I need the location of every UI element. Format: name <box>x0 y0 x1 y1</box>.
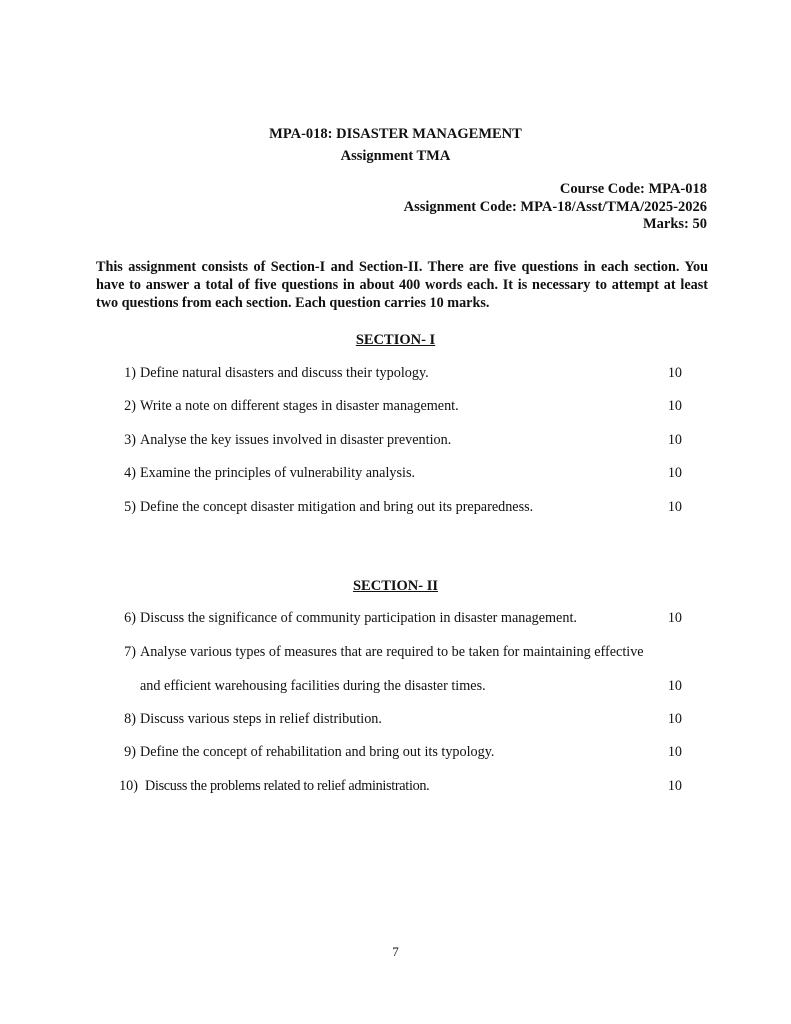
question-item <box>0 610 791 630</box>
question-number: 7) <box>124 644 136 660</box>
question-text: Define the concept disaster mitigation and bring out its preparedness. <box>140 499 534 515</box>
question-item <box>0 432 791 452</box>
question-item-continuation <box>0 678 791 698</box>
question-text: Analyse various types of measures that are required to be taken for maintaining effective <box>140 644 644 660</box>
question-number: 1) <box>124 365 136 381</box>
total-marks: Marks: 50 <box>642 216 707 232</box>
question-marks: 10 <box>667 432 682 448</box>
question-marks: 10 <box>667 465 682 481</box>
question-marks: 10 <box>667 678 682 694</box>
assignment-code: Assignment Code: MPA-18/Asst/TMA/2025-2026 <box>403 199 707 215</box>
question-text: Discuss the significance of community participation in disaster management. <box>140 610 577 626</box>
question-marks: 10 <box>667 365 682 381</box>
question-number: 8) <box>124 711 136 727</box>
question-item <box>0 744 791 764</box>
question-text: Examine the principles of vulnerability analysis. <box>140 465 416 481</box>
question-item <box>0 644 791 664</box>
question-marks: 10 <box>667 744 682 760</box>
question-number: 10) <box>119 778 138 794</box>
question-item <box>0 465 791 485</box>
course-code: Course Code: MPA-018 <box>559 181 707 197</box>
document-subtitle: Assignment TMA <box>340 148 451 164</box>
page-number: 7 <box>392 944 399 959</box>
document-title: MPA-018: DISASTER MANAGEMENT <box>269 126 522 142</box>
question-item <box>0 499 791 519</box>
question-item <box>0 778 791 798</box>
question-item <box>0 398 791 418</box>
question-marks: 10 <box>667 711 682 727</box>
question-marks: 10 <box>667 778 682 794</box>
question-number: 2) <box>124 398 136 414</box>
question-text-continuation: and efficient warehousing facilities during the disaster times. <box>140 678 486 694</box>
question-text: Write a note on different stages in disaster management. <box>140 398 459 414</box>
question-number: 5) <box>124 499 136 515</box>
question-number: 3) <box>124 432 136 448</box>
question-text: Analyse the key issues involved in disaster prevention. <box>140 432 452 448</box>
question-item <box>0 711 791 731</box>
question-number: 6) <box>124 610 136 626</box>
section-2-heading: SECTION- II <box>352 578 438 594</box>
question-item <box>0 365 791 385</box>
question-number: 9) <box>124 744 136 760</box>
question-marks: 10 <box>667 499 682 515</box>
question-text: Define natural disasters and discuss their typology. <box>140 365 429 381</box>
question-marks: 10 <box>667 610 682 626</box>
question-number: 4) <box>124 465 136 481</box>
question-text: Discuss the problems related to relief administration. <box>145 778 430 794</box>
section-1-heading: SECTION- I <box>355 332 436 348</box>
question-text: Define the concept of rehabilitation and bring out its typology. <box>140 744 495 760</box>
question-text: Discuss various steps in relief distribution. <box>140 711 382 727</box>
instructions-paragraph: This assignment consists of Section-I and Section-II. There are five questions in each section. You have to answer a total of five questions in about 400 words each. It is necessary to attempt at least two questions from each section. Each question carries 10 marks. <box>96 259 708 311</box>
question-marks: 10 <box>667 398 682 414</box>
